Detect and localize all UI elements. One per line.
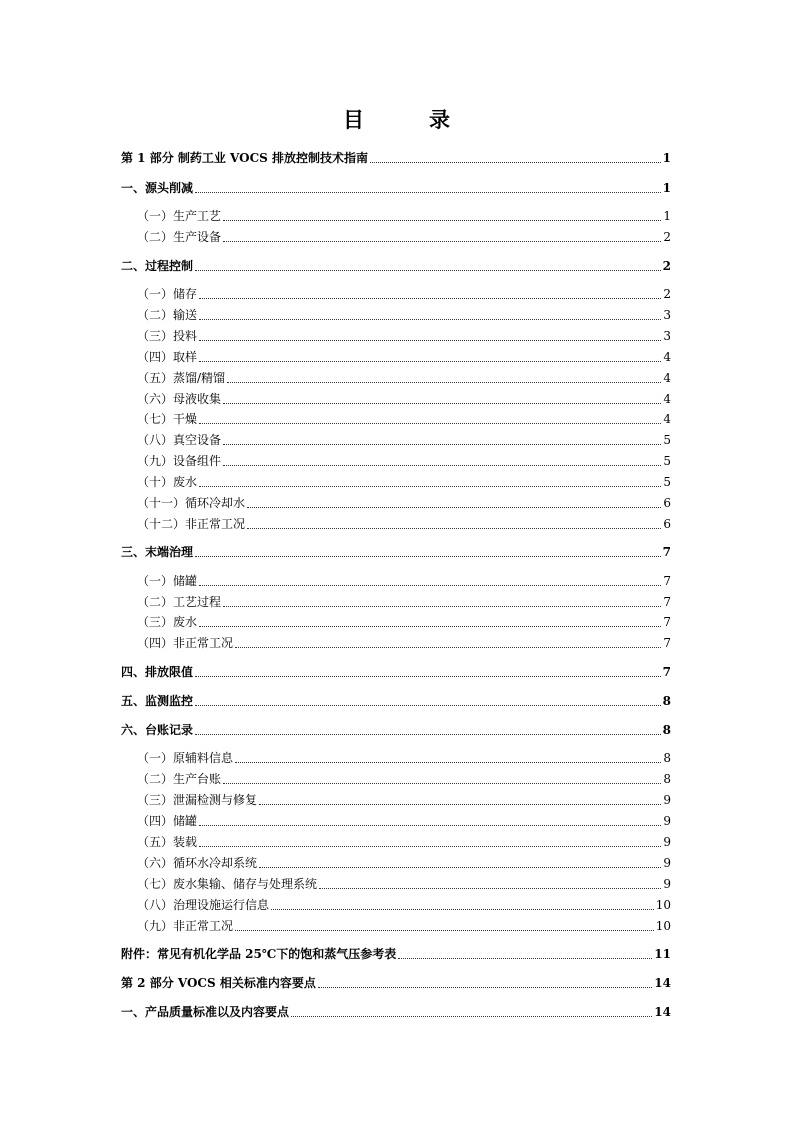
toc-subentry[interactable] bbox=[137, 391, 671, 407]
toc-page-number: 3 bbox=[663, 308, 671, 322]
dot-leader bbox=[223, 402, 661, 404]
dot-leader bbox=[235, 761, 661, 763]
toc-entry-title: （七）干燥 bbox=[137, 412, 198, 426]
dot-leader bbox=[223, 219, 661, 221]
toc-heading-entry[interactable] bbox=[121, 693, 671, 709]
dot-leader bbox=[223, 240, 661, 242]
toc-page-number: 1 bbox=[662, 181, 671, 195]
toc-page-number: 9 bbox=[663, 814, 671, 828]
toc-subentry[interactable] bbox=[137, 635, 671, 651]
toc-page-number: 7 bbox=[663, 615, 671, 629]
toc-subentry[interactable] bbox=[137, 750, 671, 766]
toc-entry-title: （二）输送 bbox=[137, 308, 198, 322]
toc-page-number: 11 bbox=[654, 947, 671, 961]
toc-subentry[interactable] bbox=[137, 897, 671, 913]
dot-leader bbox=[199, 339, 661, 341]
dot-leader bbox=[199, 360, 661, 362]
toc-page-number: 8 bbox=[662, 723, 671, 737]
toc-entry-title: 一、产品质量标准以及内容要点 bbox=[121, 1005, 290, 1019]
toc-entry-title: （四）储罐 bbox=[137, 814, 198, 828]
toc-page-number: 7 bbox=[663, 574, 671, 588]
toc-entry-title: 附件：常见有机化学品 25℃下的饱和蒸气压参考表 bbox=[121, 947, 397, 961]
toc-subentry[interactable] bbox=[137, 229, 671, 245]
toc-subentry[interactable] bbox=[137, 573, 671, 589]
dot-leader bbox=[235, 646, 661, 648]
toc-entry-title: （五）蒸馏/精馏 bbox=[137, 371, 226, 385]
dot-leader bbox=[195, 191, 661, 193]
toc-page-number: 7 bbox=[663, 636, 671, 650]
toc-page-number: 5 bbox=[663, 433, 671, 447]
dot-leader bbox=[223, 782, 661, 784]
dot-leader bbox=[199, 625, 661, 627]
toc-entry-title: （一）生产工艺 bbox=[137, 209, 222, 223]
toc-heading-entry[interactable] bbox=[121, 150, 671, 166]
toc-page-number: 2 bbox=[663, 230, 671, 244]
page-title: 目 录 bbox=[343, 108, 472, 132]
dot-leader bbox=[199, 422, 661, 424]
dot-leader bbox=[195, 733, 661, 735]
toc-subentry[interactable] bbox=[137, 834, 671, 850]
toc-heading-entry[interactable] bbox=[121, 722, 671, 738]
toc-subentry[interactable] bbox=[137, 411, 671, 427]
toc-subentry[interactable] bbox=[137, 208, 671, 224]
toc-page-number: 4 bbox=[663, 392, 671, 406]
toc-subentry[interactable] bbox=[137, 614, 671, 630]
dot-leader bbox=[223, 443, 661, 445]
toc-subentry[interactable] bbox=[137, 792, 671, 808]
toc-entry-title: 六、台账记录 bbox=[121, 723, 194, 737]
toc-page-number: 14 bbox=[654, 1005, 671, 1019]
toc-page-number: 9 bbox=[663, 877, 671, 891]
dot-leader bbox=[199, 485, 661, 487]
toc-page-number: 4 bbox=[663, 350, 671, 364]
dot-leader bbox=[235, 929, 654, 931]
dot-leader bbox=[195, 555, 661, 557]
toc-subentry[interactable] bbox=[137, 474, 671, 490]
toc-page-number: 7 bbox=[662, 665, 671, 679]
dot-leader bbox=[247, 527, 661, 529]
toc-entry-title: （十一）循环冷却水 bbox=[137, 496, 246, 510]
toc-heading-entry[interactable] bbox=[121, 180, 671, 196]
toc-entry-title: （七）废水集输、储存与处理系统 bbox=[137, 877, 318, 891]
toc-subentry[interactable] bbox=[137, 516, 671, 532]
toc-subentry[interactable] bbox=[137, 594, 671, 610]
toc-page-number: 2 bbox=[663, 287, 671, 301]
toc-subentry[interactable] bbox=[137, 370, 671, 386]
toc-entry-title: （九）非正常工况 bbox=[137, 919, 234, 933]
toc-entry-title: （十二）非正常工况 bbox=[137, 517, 246, 531]
toc-page-number: 8 bbox=[663, 751, 671, 765]
dot-leader bbox=[370, 161, 661, 163]
toc-entry-title: （六）母液收集 bbox=[137, 392, 222, 406]
toc-page-number: 8 bbox=[663, 772, 671, 786]
toc-page-number: 9 bbox=[663, 835, 671, 849]
toc-entry-title: 第 1 部分 制药工业 VOCS 排放控制技术指南 bbox=[121, 151, 369, 165]
toc-subentry[interactable] bbox=[137, 771, 671, 787]
toc-entry-title: （六）循环水冷却系统 bbox=[137, 856, 258, 870]
toc-page-number: 4 bbox=[663, 412, 671, 426]
toc-entry-title: （五）装载 bbox=[137, 835, 198, 849]
toc-entry-title: （一）储存 bbox=[137, 287, 198, 301]
toc-heading-entry[interactable] bbox=[121, 664, 671, 680]
dot-leader bbox=[247, 506, 661, 508]
toc-subentry[interactable] bbox=[137, 286, 671, 302]
toc-entry-title: （二）工艺过程 bbox=[137, 595, 222, 609]
toc-heading-entry[interactable] bbox=[121, 975, 671, 991]
toc-entry-title: （八）真空设备 bbox=[137, 433, 222, 447]
dot-leader bbox=[318, 986, 652, 988]
toc-page-number: 5 bbox=[663, 454, 671, 468]
toc-page-number: 14 bbox=[654, 976, 671, 990]
toc-page-number: 9 bbox=[663, 793, 671, 807]
toc-subentry[interactable] bbox=[137, 307, 671, 323]
toc-subentry[interactable] bbox=[137, 328, 671, 344]
dot-leader bbox=[291, 1015, 652, 1017]
toc-entry-title: 五、监测监控 bbox=[121, 694, 194, 708]
toc-entry-title: 三、末端治理 bbox=[121, 545, 194, 559]
dot-leader bbox=[195, 269, 661, 271]
toc-entry-title: （二）生产台账 bbox=[137, 772, 222, 786]
toc-page-number: 10 bbox=[655, 919, 671, 933]
toc-entry-title: （四）非正常工况 bbox=[137, 636, 234, 650]
toc-subentry[interactable] bbox=[137, 855, 671, 871]
toc-entry-title: （十）废水 bbox=[137, 475, 198, 489]
toc-subentry[interactable] bbox=[137, 918, 671, 934]
toc-page-number: 2 bbox=[662, 259, 671, 273]
dot-leader bbox=[319, 887, 661, 889]
toc-subentry[interactable] bbox=[137, 432, 671, 448]
dot-leader bbox=[223, 464, 661, 466]
toc-subentry[interactable] bbox=[137, 453, 671, 469]
dot-leader bbox=[199, 845, 661, 847]
toc-heading-entry[interactable] bbox=[121, 1004, 671, 1020]
toc-entry-title: 一、源头削减 bbox=[121, 181, 194, 195]
toc-page-number: 7 bbox=[663, 595, 671, 609]
dot-leader bbox=[199, 297, 661, 299]
toc-entry-title: （八）治理设施运行信息 bbox=[137, 898, 270, 912]
toc-entry-title: （二）生产设备 bbox=[137, 230, 222, 244]
toc-heading-entry[interactable] bbox=[121, 946, 671, 962]
toc-entry-title: 四、排放限值 bbox=[121, 665, 194, 679]
toc-entry-title: （三）投料 bbox=[137, 329, 198, 343]
dot-leader bbox=[271, 908, 654, 910]
toc-page-number: 3 bbox=[663, 329, 671, 343]
toc-entry-title: 第 2 部分 VOCS 相关标准内容要点 bbox=[121, 976, 316, 990]
toc-entry-title: （三）泄漏检测与修复 bbox=[137, 793, 258, 807]
toc-page-number: 4 bbox=[663, 371, 671, 385]
dot-leader bbox=[259, 866, 661, 868]
dot-leader bbox=[227, 381, 661, 383]
toc-entry-title: 二、过程控制 bbox=[121, 259, 194, 273]
toc-entry-title: （九）设备组件 bbox=[137, 454, 222, 468]
toc-page-number: 6 bbox=[663, 496, 671, 510]
toc-heading-entry[interactable] bbox=[121, 258, 671, 274]
toc-page-number: 5 bbox=[663, 475, 671, 489]
dot-leader bbox=[398, 957, 652, 959]
dot-leader bbox=[195, 675, 661, 677]
toc-subentry[interactable] bbox=[137, 876, 671, 892]
dot-leader bbox=[223, 605, 661, 607]
toc-entry-title: （四）取样 bbox=[137, 350, 198, 364]
toc-entry-title: （三）废水 bbox=[137, 615, 198, 629]
toc-page-number: 1 bbox=[663, 209, 671, 223]
dot-leader bbox=[259, 803, 661, 805]
toc-entry-title: （一）原辅料信息 bbox=[137, 751, 234, 765]
toc-page-number: 1 bbox=[662, 151, 671, 165]
toc-page-number: 8 bbox=[662, 694, 671, 708]
toc-page-number: 9 bbox=[663, 856, 671, 870]
toc-subentry[interactable] bbox=[137, 495, 671, 511]
toc-entry-title: （一）储罐 bbox=[137, 574, 198, 588]
dot-leader bbox=[195, 704, 661, 706]
toc-subentry[interactable] bbox=[137, 349, 671, 365]
dot-leader bbox=[199, 824, 661, 826]
toc-page-number: 7 bbox=[662, 545, 671, 559]
toc-subentry[interactable] bbox=[137, 813, 671, 829]
toc-page-number: 6 bbox=[663, 517, 671, 531]
dot-leader bbox=[199, 584, 661, 586]
toc-page-number: 10 bbox=[655, 898, 671, 912]
dot-leader bbox=[199, 318, 661, 320]
toc-heading-entry[interactable] bbox=[121, 544, 671, 560]
